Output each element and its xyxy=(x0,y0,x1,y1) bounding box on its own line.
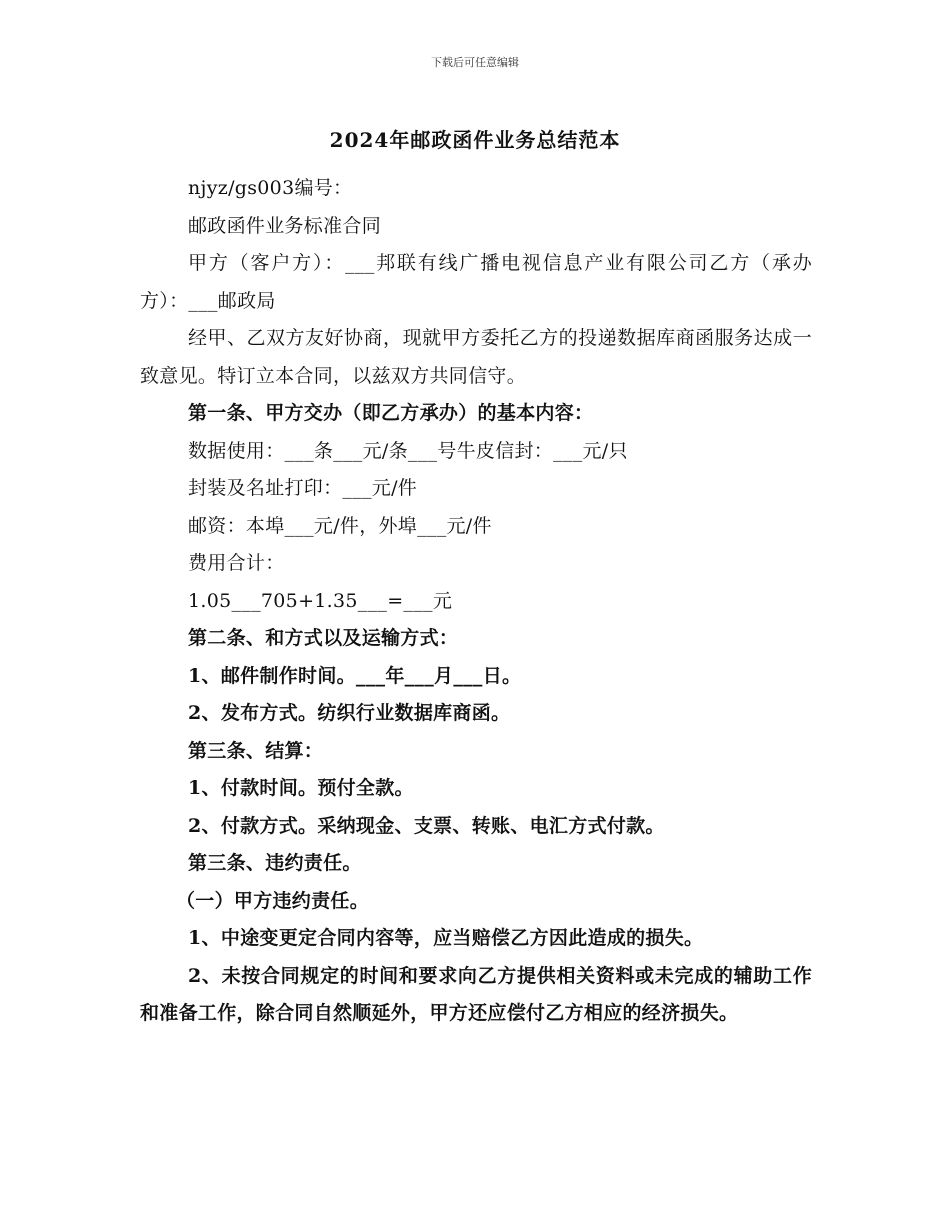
paragraph-payment-time: 1、付款时间。预付全款。 xyxy=(188,777,414,799)
document-title: 2024年邮政函件业务总结范本 xyxy=(329,128,621,152)
paragraph-release-method: 2、发布方式。纺织行业数据库商函。 xyxy=(188,702,511,724)
paragraph-parties: 甲方（客户方）：___邦联有线广播电视信息产业有限公司乙方（承办方）：___邮政局 xyxy=(140,252,812,312)
document-body xyxy=(140,170,812,1033)
paragraph-liability-item-1: 1、中途变更定合同内容等，应当赔偿乙方因此造成的损失。 xyxy=(188,927,704,949)
heading-article-2: 第二条、和方式以及运输方式： xyxy=(188,627,459,649)
paragraph-payment-method: 2、付款方式。采纳现金、支票、转账、电汇方式付款。 xyxy=(188,814,665,837)
paragraph-production-time: 1、邮件制作时间。___年___月___日。 xyxy=(188,664,522,687)
heading-article-3-liability: 第三条、违约责任。 xyxy=(188,852,362,874)
paragraph-postage: 邮资：本埠___元/件，外埠___元/件 xyxy=(188,514,492,537)
paragraph-contract-name: 邮政函件业务标准合同 xyxy=(188,214,382,237)
paragraph-agreement-intro: 经甲、乙双方友好协商，现就甲方委托乙方的投递数据库商函服务达成一致意见。特订立本合同，以兹双方共同信守。 xyxy=(140,327,812,387)
paragraph-liability-item-2: 2、未按合同规定的时间和要求向乙方提供相关资料或未完成的辅助工作和准备工作，除合同自然顺延外，甲方还应偿付乙方相应的经济损失。 xyxy=(140,964,812,1024)
paragraph-packaging-printing: 封装及名址打印：___元/件 xyxy=(188,477,418,499)
paragraph-total-cost-formula: 1.05___705+1.35___=___元 xyxy=(188,589,453,612)
paragraph-data-usage: 数据使用：___条___元/条___号牛皮信封：___元/只 xyxy=(188,439,628,462)
paragraph-doc-number: njyz/gs003编号： xyxy=(188,177,353,199)
heading-party-a-liability: （一）甲方违约责任。 xyxy=(176,889,370,912)
header-note: 下载后可任意编辑 xyxy=(431,56,519,69)
heading-article-1: 第一条、甲方交办（即乙方承办）的基本内容： xyxy=(188,402,594,424)
paragraph-total-cost-label: 费用合计： xyxy=(188,552,285,574)
heading-article-3-settlement: 第三条、结算： xyxy=(188,739,324,762)
